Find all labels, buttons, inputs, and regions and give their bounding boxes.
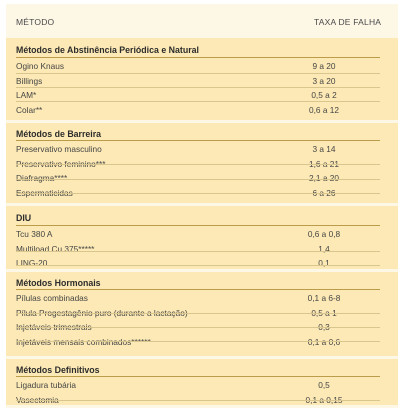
method-name: Tcu 380 A [16,229,53,239]
section-title-rule [16,376,380,377]
method-name: Espermaticidas [16,187,73,198]
failure-rate: 0,3 [318,322,330,332]
failure-rate: 0,5 a 2 [311,90,337,100]
row-divider [16,164,380,165]
failure-rate: 0,1 a 0,6 [307,336,341,347]
section-0 [6,38,398,120]
table-row [6,76,398,87]
row-divider [16,265,380,266]
failure-rate: 0,1 a 0,15 [305,394,343,405]
failure-rate: 0,1 [318,258,330,268]
row-divider [16,87,380,88]
table-row [6,380,398,391]
failure-rate-column-header: TAXA DE FALHA [314,17,382,27]
failure-rate: 0,5 a 1 [311,307,337,318]
method-name: Preservativo feminino*** [16,158,106,169]
method-name: Pílulas combinadas [16,293,88,303]
table-row [6,144,398,155]
section-title: Métodos Definitivos [16,365,100,375]
row-divider [16,193,380,194]
row-divider [16,313,380,314]
failure-rate: 0,1 a 6-8 [307,293,341,303]
table-row [6,244,398,255]
table-row [6,105,398,116]
failure-rate: 2,1 a 20 [309,173,339,183]
failure-rate: 6 a 26 [312,187,336,198]
row-divider [16,179,380,180]
contraceptive-failure-table [6,4,398,408]
method-name: Diafragma**** [16,173,68,183]
section-1 [6,123,398,203]
method-name: Multiload Cu 375***** [16,243,95,254]
method-name: LAM* [16,90,37,100]
section-title: Métodos de Barreira [16,129,102,139]
failure-rate: 1,4 [318,243,330,254]
method-name: Ogino Knaus [16,61,64,71]
failure-rate: 3 a 14 [312,144,336,154]
method-name: Pílula Progestagênio puro (durante a lactação) [16,307,188,318]
failure-rate: 0,6 a 0,8 [307,229,341,239]
failure-rate: 0,6 a 12 [309,104,339,115]
method-name: Injetáveis trimestrais [16,322,92,332]
section-title: DIU [16,213,32,223]
failure-rate: 3 a 20 [312,75,336,86]
method-name: Preservativo masculino [16,144,102,154]
method-column-header: MÉTODO [16,17,55,27]
table-header [6,4,398,34]
section-title: Métodos Hormonais [16,278,101,288]
failure-rate: 9 a 20 [312,61,336,71]
row-divider [16,341,380,342]
table-row [6,229,398,240]
section-title-rule [16,289,380,290]
method-name: Colar** [16,104,43,115]
table-row [6,258,398,269]
row-divider [16,327,380,328]
method-name: Ligadura tubária [16,380,76,390]
section-4 [6,359,398,405]
method-name: Injetáveis mensais combinados****** [16,336,151,347]
row-divider [16,73,380,74]
method-name: Billings [16,75,43,86]
section-title-rule [16,140,380,141]
table-row [6,337,398,348]
method-name: LING-20 [16,258,48,268]
row-divider [16,101,380,102]
section-title: Métodos de Abstinência Periódica e Natural [16,45,199,55]
method-name: Vasectomia [16,394,59,405]
failure-rate: 1,6 a 21 [309,158,339,169]
section-2 [6,206,398,269]
section-title-rule [16,225,380,226]
failure-rate: 0,5 [318,380,330,390]
section-3 [6,272,398,356]
row-divider [16,400,380,401]
section-title-rule [16,57,380,58]
table-row [6,61,398,72]
table-row [6,293,398,304]
row-divider [16,251,380,252]
